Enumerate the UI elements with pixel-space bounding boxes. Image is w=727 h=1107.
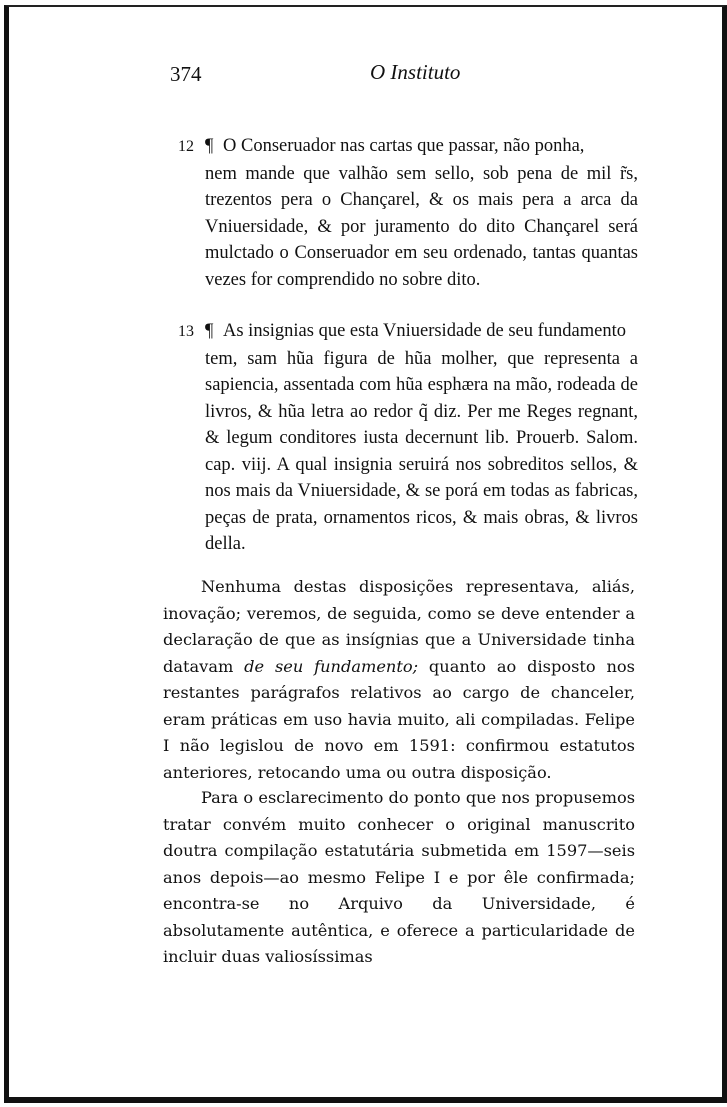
article-text-continued: tem, sam hũa figura de hũa molher, que representa a sapiencia, assentada com hũa esphæra na mão, rodeada de livros, & hũa letra ao redor q̃ diz. Per me Reges regnant, & legum conditores iusta decernunt lib. Prouerb. Salom. cap. viij. A qual insignia seruirá nos sobreditos sellos, & nos mais da Vniuersidade, & se porá em todas as fabricas, peças de prata, ornamentos ricos, & mais obras, & livros della. (205, 348, 638, 554)
statute-article-12 (178, 133, 638, 293)
commentary-paragraph-1 (163, 574, 635, 786)
running-title: O Instituto (370, 60, 461, 84)
paragraph-text: Para o esclarecimento do ponto que nos propusemos tratar convém muito conhecer o original manuscrito doutra compilação estatutária submetida em 1597—seis anos depois—ao mesmo Felipe I e por êle confirmada; encontra-se no Arquivo da Universidade, é absolutamente autêntica, e oferece a particularidade de incluir duas valiosíssimas (163, 788, 635, 966)
article-text-start: O Conseruador nas cartas que passar, não ponha, (223, 136, 585, 156)
italic-quotation: de seu fundamento; (244, 656, 419, 676)
article-number: 12 (178, 138, 194, 155)
paragraph-text: Nenhuma destas disposições representava, aliás, inovação; veremos, de seguida, como se deve entender a declaração de que as insígnias que a Universidade tinha datavam (163, 577, 635, 676)
paragraph-text: quanto ao disposto nos restantes parágrafos relativos ao cargo de chanceler, eram práticas em uso havia muito, ali compiladas. Felipe I não legislou de novo em 1591: confirmou estatutos anteriores, retocando uma ou outra disposição. (163, 656, 635, 782)
paragraph-mark-icon: ¶ (205, 321, 214, 341)
article-number: 13 (178, 323, 194, 340)
page-number: 374 (170, 62, 202, 86)
article-first-line (178, 133, 638, 161)
commentary-paragraph-2 (163, 785, 635, 971)
article-text-continued: nem mande que valhão sem sello, sob pena de mil r̃s, trezentos pera o Chançarel, & os mais pera a arca da Vniuersidade, & por juramento do dito Chançarel será mulctado o Conseruador em seu ordenado, tantas quantas vezes for comprendido no sobre dito. (205, 163, 638, 290)
statute-article-13 (178, 318, 638, 558)
article-text-start: As insignias que esta Vniuersidade de seu fundamento (223, 321, 626, 341)
paragraph-mark-icon: ¶ (205, 136, 214, 156)
article-first-line (178, 318, 638, 346)
